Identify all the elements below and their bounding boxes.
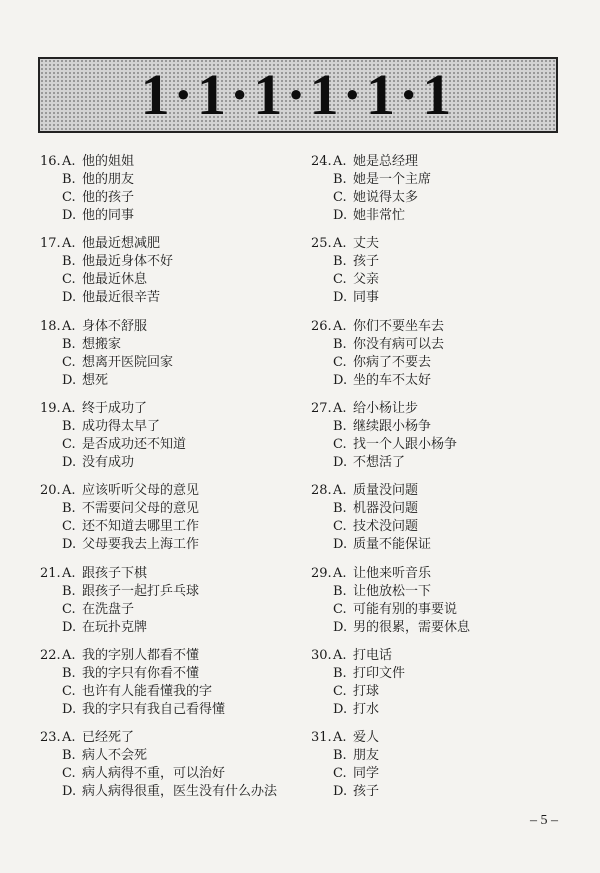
answer-option — [40, 518, 300, 536]
question-number — [40, 747, 62, 765]
option-letter: B. — [333, 418, 347, 434]
option-letter: D. — [62, 537, 77, 553]
question-item — [311, 318, 571, 390]
option-letter: D. — [62, 372, 77, 388]
question-item — [40, 153, 300, 225]
option-letter: C. — [62, 601, 76, 617]
answer-option — [311, 747, 571, 765]
answer-option — [40, 454, 300, 472]
question-item — [311, 729, 571, 801]
option-letter: B. — [62, 583, 76, 599]
option-letter: A. — [333, 400, 347, 416]
answer-option — [311, 518, 571, 536]
question-item — [40, 318, 300, 390]
option-letter: D. — [333, 208, 348, 223]
option-letter: B. — [333, 583, 347, 599]
question-number — [40, 336, 62, 354]
answer-option — [311, 783, 571, 801]
answer-option — [40, 189, 300, 207]
answer-option — [311, 400, 571, 418]
option-letter: C. — [62, 766, 76, 782]
question-number — [40, 207, 62, 225]
option-text: 想搬家 — [82, 336, 122, 352]
option-text: 我的字别人都看不懂 — [82, 647, 200, 663]
option-text: 想死 — [82, 372, 109, 388]
question-item — [311, 565, 571, 637]
option-letter: A. — [333, 730, 347, 746]
question-number — [311, 583, 333, 601]
option-text: 打水 — [353, 701, 380, 717]
option-text: 可能有别的事要说 — [353, 601, 458, 617]
option-letter: A. — [333, 318, 347, 334]
question-number — [40, 354, 62, 372]
question-number — [311, 171, 333, 189]
option-letter: B. — [62, 501, 76, 517]
option-letter: B. — [62, 748, 76, 764]
option-text: 不需要问父母的意见 — [82, 501, 200, 517]
option-text: 你病了不要去 — [353, 354, 432, 370]
answer-option — [311, 729, 571, 747]
question-number: 31. — [311, 730, 332, 746]
option-letter: D. — [62, 701, 77, 717]
option-letter: C. — [333, 601, 347, 617]
option-letter: C. — [333, 436, 347, 452]
option-text: 在玩扑克牌 — [82, 619, 148, 635]
answer-option — [40, 436, 300, 454]
answer-option — [40, 701, 300, 719]
question-number — [311, 372, 333, 390]
option-text: 父亲 — [353, 272, 380, 288]
answer-option — [40, 318, 300, 336]
question-item — [311, 235, 571, 307]
answer-option — [311, 536, 571, 554]
answer-option — [311, 271, 571, 289]
option-text: 孩子 — [353, 254, 380, 270]
option-text: 他最近休息 — [82, 272, 148, 288]
question-number — [311, 518, 333, 536]
option-letter: D. — [333, 701, 348, 717]
answer-option — [40, 619, 300, 637]
question-number — [40, 783, 62, 801]
question-number — [311, 189, 333, 207]
question-number: 18. — [40, 318, 61, 334]
option-letter: A. — [333, 647, 347, 663]
question-number: 26. — [311, 318, 332, 334]
question-item — [311, 482, 571, 554]
option-text: 我的字只有你看不懂 — [82, 665, 200, 681]
option-letter: C. — [333, 354, 347, 370]
question-number — [311, 765, 333, 783]
answer-option — [40, 565, 300, 583]
option-letter: B. — [333, 336, 347, 352]
option-text: 同事 — [353, 290, 380, 306]
option-letter: D. — [333, 619, 348, 635]
answer-option — [311, 765, 571, 783]
option-text: 他最近很辛苦 — [82, 290, 161, 306]
option-text: 他最近身体不好 — [82, 254, 174, 270]
option-text: 打球 — [353, 683, 380, 699]
question-item — [40, 647, 300, 719]
answer-option — [40, 683, 300, 701]
option-text: 她非常忙 — [353, 208, 406, 223]
answer-option — [40, 729, 300, 747]
option-text: 他的孩子 — [82, 190, 135, 205]
option-letter: A. — [62, 400, 76, 416]
option-text: 质量不能保证 — [353, 537, 432, 553]
question-number — [40, 683, 62, 701]
banner-title: 1·1·1·1·1·1 — [140, 62, 456, 127]
option-text: 是否成功还不知道 — [82, 436, 187, 452]
answer-option — [40, 665, 300, 683]
option-letter: B. — [333, 501, 347, 517]
option-text: 他最近想减肥 — [82, 236, 161, 252]
question-item — [311, 400, 571, 472]
option-letter: C. — [333, 190, 347, 205]
question-item — [40, 235, 300, 307]
question-item — [40, 565, 300, 637]
option-letter: B. — [62, 254, 76, 270]
question-number: 30. — [311, 647, 332, 663]
answer-option — [311, 336, 571, 354]
option-text: 应该听听父母的意见 — [82, 483, 200, 499]
question-item — [40, 729, 300, 801]
answer-option — [40, 583, 300, 601]
question-number — [311, 683, 333, 701]
option-letter: D. — [333, 454, 348, 470]
option-letter: C. — [62, 190, 76, 205]
option-text: 男的很累，需要休息 — [353, 619, 471, 635]
question-number: 24. — [311, 154, 332, 169]
answer-option — [311, 207, 571, 225]
question-number — [311, 500, 333, 518]
question-number — [40, 765, 62, 783]
question-number — [40, 271, 62, 289]
answer-option — [311, 436, 571, 454]
option-text: 跟孩子一起打乒乓球 — [82, 583, 200, 599]
question-number — [311, 336, 333, 354]
option-letter: C. — [62, 354, 76, 370]
option-text: 机器没问题 — [353, 501, 419, 517]
option-letter: A. — [62, 318, 76, 334]
option-letter: A. — [62, 565, 76, 581]
question-item — [311, 647, 571, 719]
option-letter: B. — [333, 172, 347, 187]
answer-option — [311, 619, 571, 637]
answer-option — [40, 482, 300, 500]
option-letter: A. — [62, 483, 76, 499]
option-letter: B. — [62, 336, 76, 352]
question-number — [311, 747, 333, 765]
question-number — [311, 436, 333, 454]
answer-option — [40, 289, 300, 307]
answer-option — [311, 153, 571, 171]
option-text: 她是总经理 — [353, 154, 419, 169]
option-letter: B. — [62, 665, 76, 681]
option-letter: D. — [62, 208, 77, 223]
question-number — [311, 207, 333, 225]
question-number — [40, 701, 62, 719]
question-item — [311, 153, 571, 225]
question-number — [40, 536, 62, 554]
answer-option — [311, 418, 571, 436]
answer-option — [311, 318, 571, 336]
option-text: 病人病得不重，可以治好 — [82, 766, 226, 782]
question-number: 28. — [311, 483, 332, 499]
option-letter: B. — [62, 172, 76, 187]
answer-option — [311, 500, 571, 518]
option-text: 质量没问题 — [353, 483, 419, 499]
option-text: 打印文件 — [353, 665, 406, 681]
question-number — [311, 601, 333, 619]
question-number — [311, 253, 333, 271]
answer-option — [311, 583, 571, 601]
answer-option — [40, 171, 300, 189]
option-text: 病人不会死 — [82, 748, 148, 764]
question-number — [40, 418, 62, 436]
option-letter: B. — [333, 748, 347, 764]
option-text: 你们不要坐车去 — [353, 318, 445, 334]
option-letter: B. — [333, 665, 347, 681]
answer-option — [311, 354, 571, 372]
answer-option — [311, 289, 571, 307]
answer-option — [40, 783, 300, 801]
question-number — [40, 289, 62, 307]
option-text: 让他放松一下 — [353, 583, 432, 599]
option-letter: D. — [333, 372, 348, 388]
answer-option — [40, 765, 300, 783]
answer-option — [40, 207, 300, 225]
question-number — [311, 271, 333, 289]
option-letter: B. — [62, 418, 76, 434]
answer-option — [311, 647, 571, 665]
question-number — [40, 171, 62, 189]
question-number — [40, 583, 62, 601]
question-number — [311, 619, 333, 637]
option-text: 他的朋友 — [82, 172, 135, 187]
answer-option — [311, 189, 571, 207]
answer-option — [311, 253, 571, 271]
question-item — [40, 400, 300, 472]
option-text: 病人病得很重，医生没有什么办法 — [82, 784, 278, 800]
question-number — [311, 454, 333, 472]
answer-option — [40, 153, 300, 171]
option-letter: C. — [333, 766, 347, 782]
question-number — [311, 354, 333, 372]
question-number — [40, 253, 62, 271]
answer-option — [40, 536, 300, 554]
answer-option — [40, 400, 300, 418]
option-text: 找一个人跟小杨争 — [353, 436, 458, 452]
question-number: 25. — [311, 236, 332, 252]
answer-option — [40, 372, 300, 390]
question-number — [40, 436, 62, 454]
option-letter: D. — [333, 290, 348, 306]
answer-option — [40, 336, 300, 354]
option-text: 技术没问题 — [353, 519, 419, 535]
option-letter: B. — [333, 254, 347, 270]
question-number: 19. — [40, 400, 61, 416]
option-text: 也许有人能看懂我的字 — [82, 683, 213, 699]
question-number — [311, 536, 333, 554]
option-letter: C. — [333, 683, 347, 699]
option-text: 你没有病可以去 — [353, 336, 445, 352]
answer-option — [311, 565, 571, 583]
question-number: 17. — [40, 236, 61, 252]
option-letter: D. — [333, 537, 348, 553]
question-number — [40, 454, 62, 472]
option-text: 坐的车不太好 — [353, 372, 432, 388]
option-letter: D. — [333, 784, 348, 800]
answer-option — [311, 372, 571, 390]
question-number: 22. — [40, 647, 61, 663]
option-text: 她是一个主席 — [353, 172, 432, 187]
answer-option — [40, 253, 300, 271]
option-letter: C. — [333, 272, 347, 288]
option-text: 朋友 — [353, 748, 380, 764]
answer-option — [311, 683, 571, 701]
option-letter: A. — [333, 236, 347, 252]
option-letter: A. — [333, 154, 347, 169]
question-number — [40, 601, 62, 619]
question-number — [40, 500, 62, 518]
option-text: 爱人 — [353, 730, 380, 746]
option-letter: A. — [333, 565, 347, 581]
option-text: 打电话 — [353, 647, 393, 663]
option-text: 没有成功 — [82, 454, 135, 470]
answer-option — [311, 454, 571, 472]
question-number — [311, 289, 333, 307]
question-number — [311, 665, 333, 683]
option-letter: C. — [62, 683, 76, 699]
option-letter: D. — [62, 784, 77, 800]
answer-option — [311, 482, 571, 500]
question-number — [40, 372, 62, 390]
answer-option — [40, 418, 300, 436]
question-number — [40, 189, 62, 207]
option-text: 成功得太早了 — [82, 418, 161, 434]
option-letter: C. — [62, 272, 76, 288]
question-number: 29. — [311, 565, 332, 581]
option-letter: D. — [62, 619, 77, 635]
answer-option — [40, 235, 300, 253]
option-text: 还不知道去哪里工作 — [82, 519, 200, 535]
answer-option — [40, 647, 300, 665]
answer-option — [311, 701, 571, 719]
page-number: – 5 – — [530, 813, 558, 828]
option-letter: A. — [62, 647, 76, 663]
question-number — [311, 418, 333, 436]
question-number: 27. — [311, 400, 332, 416]
answer-option — [311, 665, 571, 683]
option-text: 她说得太多 — [353, 190, 419, 205]
option-text: 父母要我去上海工作 — [82, 537, 200, 553]
option-text: 终于成功了 — [82, 400, 148, 416]
option-text: 让他来听音乐 — [353, 565, 432, 581]
section-banner — [38, 57, 558, 133]
question-number: 16. — [40, 154, 61, 169]
option-text: 在洗盘子 — [82, 601, 135, 617]
option-text: 身体不舒服 — [82, 318, 148, 334]
question-item — [40, 482, 300, 554]
option-letter: A. — [333, 483, 347, 499]
option-text: 他的姐姐 — [82, 154, 135, 169]
question-number — [40, 518, 62, 536]
option-text: 想离开医院回家 — [82, 354, 174, 370]
answer-option — [311, 601, 571, 619]
question-number — [40, 619, 62, 637]
answer-option — [40, 500, 300, 518]
answer-option — [40, 271, 300, 289]
option-text: 孩子 — [353, 784, 380, 800]
option-text: 丈夫 — [353, 236, 380, 252]
question-number: 23. — [40, 730, 61, 746]
question-number — [311, 783, 333, 801]
option-letter: A. — [62, 236, 76, 252]
option-letter: C. — [62, 436, 76, 452]
option-letter: D. — [62, 454, 77, 470]
option-letter: A. — [62, 730, 76, 746]
option-text: 已经死了 — [82, 730, 135, 746]
option-text: 继续跟小杨争 — [353, 418, 432, 434]
option-letter: C. — [333, 519, 347, 535]
option-letter: D. — [62, 290, 77, 306]
answer-option — [311, 171, 571, 189]
option-text: 不想活了 — [353, 454, 406, 470]
option-text: 他的同事 — [82, 208, 135, 223]
question-number — [311, 701, 333, 719]
option-text: 同学 — [353, 766, 380, 782]
answer-option — [311, 235, 571, 253]
answer-option — [40, 601, 300, 619]
answer-option — [40, 747, 300, 765]
question-number: 20. — [40, 483, 61, 499]
question-number: 21. — [40, 565, 61, 581]
answer-option — [40, 354, 300, 372]
option-letter: C. — [62, 519, 76, 535]
option-letter: A. — [62, 154, 76, 169]
question-number — [40, 665, 62, 683]
option-text: 给小杨让步 — [353, 400, 419, 416]
option-text: 我的字只有我自己看得懂 — [82, 701, 226, 717]
option-text: 跟孩子下棋 — [82, 565, 148, 581]
